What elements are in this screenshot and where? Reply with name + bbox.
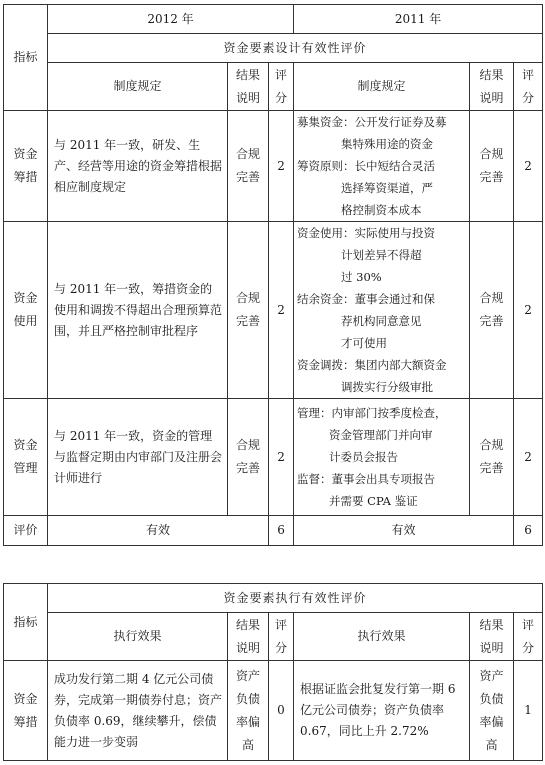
evaluation-score-2011: 6 [514,516,543,546]
result-2012-cell: 资产负债率偏高 [228,661,269,761]
result-2012-cell: 合规完善 [228,111,269,222]
rule-2012-cell: 与 2011 年一致，资金的管理与监督定期由内审部门及注册会计师进行 [48,399,228,516]
year-2011-header: 2011 年 [294,5,543,34]
rule-2012-cell: 与 2011 年一致，筹措资金的使用和调拨不得超出合理预算范围，并且严格控制审批程序 [48,222,228,399]
indicator-header: 指标 [4,584,48,661]
result-2011-cell: 合规完善 [470,222,514,399]
indicator-cell: 资金筹措 [4,661,48,761]
result-2012-cell: 合规完善 [228,399,269,516]
col-result-2012: 结果说明 [228,63,269,111]
rule-2011-cell: 资金使用：实际使用与投资 计划差异不得超 过 30% 结余资金：董事会通过和保 荐机构同意意见 才可使用 资金调拨：集团内部大额资金 调拨实行分级审批 [294,222,470,399]
col-score-2011: 评分 [514,63,543,111]
col-effect-2012: 执行效果 [48,613,228,661]
evaluation-score-2012: 6 [269,516,294,546]
col-rule-2012: 制度规定 [48,63,228,111]
evaluation-row [4,516,543,546]
col-result-2011: 结果说明 [470,613,514,661]
execution-section-title: 资金要素执行有效性评价 [48,584,543,613]
indicator-cell: 资金管理 [4,399,48,516]
design-section-title: 资金要素设计有效性评价 [48,34,543,63]
rule-2011-cell: 管理：内审部门按季度检查， 资金管理部门并向审 计委员会报告 监督：董事会出具专项报告 并需要 CPA 鉴证 [294,399,470,516]
execution-effectiveness-table [3,583,543,761]
effect-2011-cell: 根据证监会批复发行第一期 6 亿元公司债券；资产负债率 0.67，同比上升 2.72% [294,661,470,761]
effect-2012-cell: 成功发行第二期 4 亿元公司债券，完成第一期债券付息；资产负债率 0.69，继续攀升，偿债能力进一步变弱 [48,661,228,761]
year-2012-header: 2012 年 [48,5,294,34]
col-effect-2011: 执行效果 [294,613,470,661]
indicator-header: 指标 [4,5,48,111]
result-2011-cell: 合规完善 [470,399,514,516]
indicator-cell: 资金使用 [4,222,48,399]
result-2012-cell: 合规完善 [228,222,269,399]
result-2011-cell: 资产负债率偏高 [470,661,514,761]
evaluation-label: 评价 [4,516,48,546]
col-result-2012: 结果说明 [228,613,269,661]
table-row [4,661,543,761]
score-2011-cell: 2 [514,222,543,399]
rule-2011-cell: 募集资金：公开发行证券及募 集特殊用途的资金 筹资原则：长中短结合灵活 选择筹资渠道，严 格控制资本成本 [294,111,470,222]
rule-2012-cell: 与 2011 年一致，研发、生产、经营等用途的资金筹措根据相应制度规定 [48,111,228,222]
design-effectiveness-table [3,4,543,546]
table-row [4,399,543,516]
col-score-2012: 评分 [269,63,294,111]
result-2011-cell: 合规完善 [470,111,514,222]
col-score-2012: 评分 [269,613,294,661]
score-2011-cell: 2 [514,111,543,222]
indicator-cell: 资金筹措 [4,111,48,222]
col-result-2011: 结果说明 [470,63,514,111]
score-2011-cell: 2 [514,399,543,516]
score-2012-cell: 0 [269,661,294,761]
score-2012-cell: 2 [269,222,294,399]
score-2012-cell: 2 [269,399,294,516]
evaluation-2012: 有效 [48,516,269,546]
col-score-2011: 评分 [514,613,543,661]
col-rule-2011: 制度规定 [294,63,470,111]
score-2012-cell: 2 [269,111,294,222]
score-2011-cell: 1 [514,661,543,761]
table-row [4,111,543,222]
table-row [4,222,543,399]
evaluation-2011: 有效 [294,516,514,546]
